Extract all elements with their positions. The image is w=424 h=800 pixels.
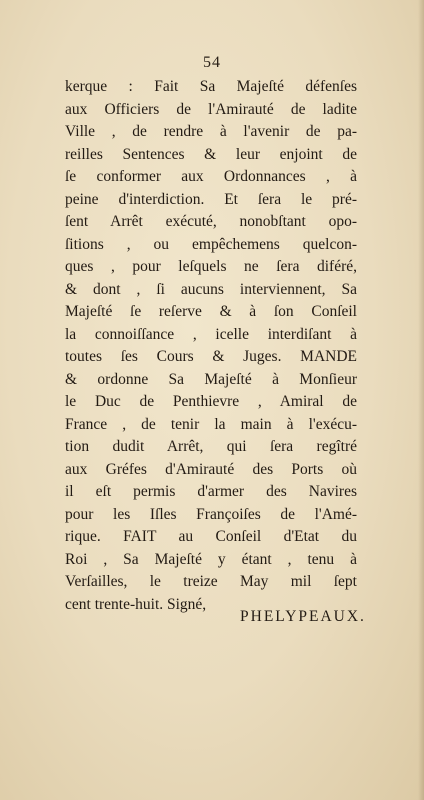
text-line: Majeſté ſe reſerve & à ſon Conſeil xyxy=(65,303,357,320)
body-text xyxy=(65,76,357,616)
text-line: il eſt permis d'armer des Navires xyxy=(65,483,357,500)
text-line: aux Officiers de l'Amirauté de ladite xyxy=(65,100,357,118)
text-line: aux Gréfes d'Amirauté des Ports où xyxy=(65,460,357,478)
text-line: peine d'interdiction. Et ſera le pré- xyxy=(65,190,357,208)
text-line: tion dudit Arrêt, qui ſera regîtré xyxy=(65,438,357,455)
text-line: la connoiſſance , icelle interdiſant à xyxy=(65,325,357,343)
text-line: pour les Iſles Françoiſes de l'Amé- xyxy=(65,505,357,523)
text-line: cent trente-huit. Signé, xyxy=(65,595,207,613)
text-line: toutes ſes Cours & Juges. MANDE xyxy=(65,348,357,365)
text-line: ques , pour leſquels ne ſera diféré, xyxy=(65,258,357,275)
signature: PHELYPEAUX. xyxy=(240,608,366,625)
text-line: France , de tenir la main à l'exécu- xyxy=(65,415,357,433)
text-line: ſe conformer aux Ordonnances , à xyxy=(65,168,357,185)
text-line: reilles Sentences & leur enjoint de xyxy=(65,145,357,163)
text-line: ſent Arrêt exécuté, nonobſtant opo- xyxy=(65,213,357,230)
text-line: & dont , ſi aucuns interviennent, Sa xyxy=(65,280,357,298)
text-line: Roi , Sa Majeſté y étant , tenu à xyxy=(65,550,357,568)
text-line: rique. FAIT au Conſeil d'Etat du xyxy=(65,528,357,545)
page-number: 54 xyxy=(203,54,221,71)
text-line: kerque : Fait Sa Majeſté défenſes xyxy=(65,78,357,95)
text-line: Ville , de rendre à l'avenir de pa- xyxy=(65,123,357,140)
text-line: le Duc de Penthievre , Amiral de xyxy=(65,393,357,410)
text-line: Verſailles, le treize May mil ſept xyxy=(65,573,357,590)
text-line: & ordonne Sa Majeſté à Monſieur xyxy=(65,370,357,388)
text-line: ſitions , ou empêchemens quelcon- xyxy=(65,235,357,253)
